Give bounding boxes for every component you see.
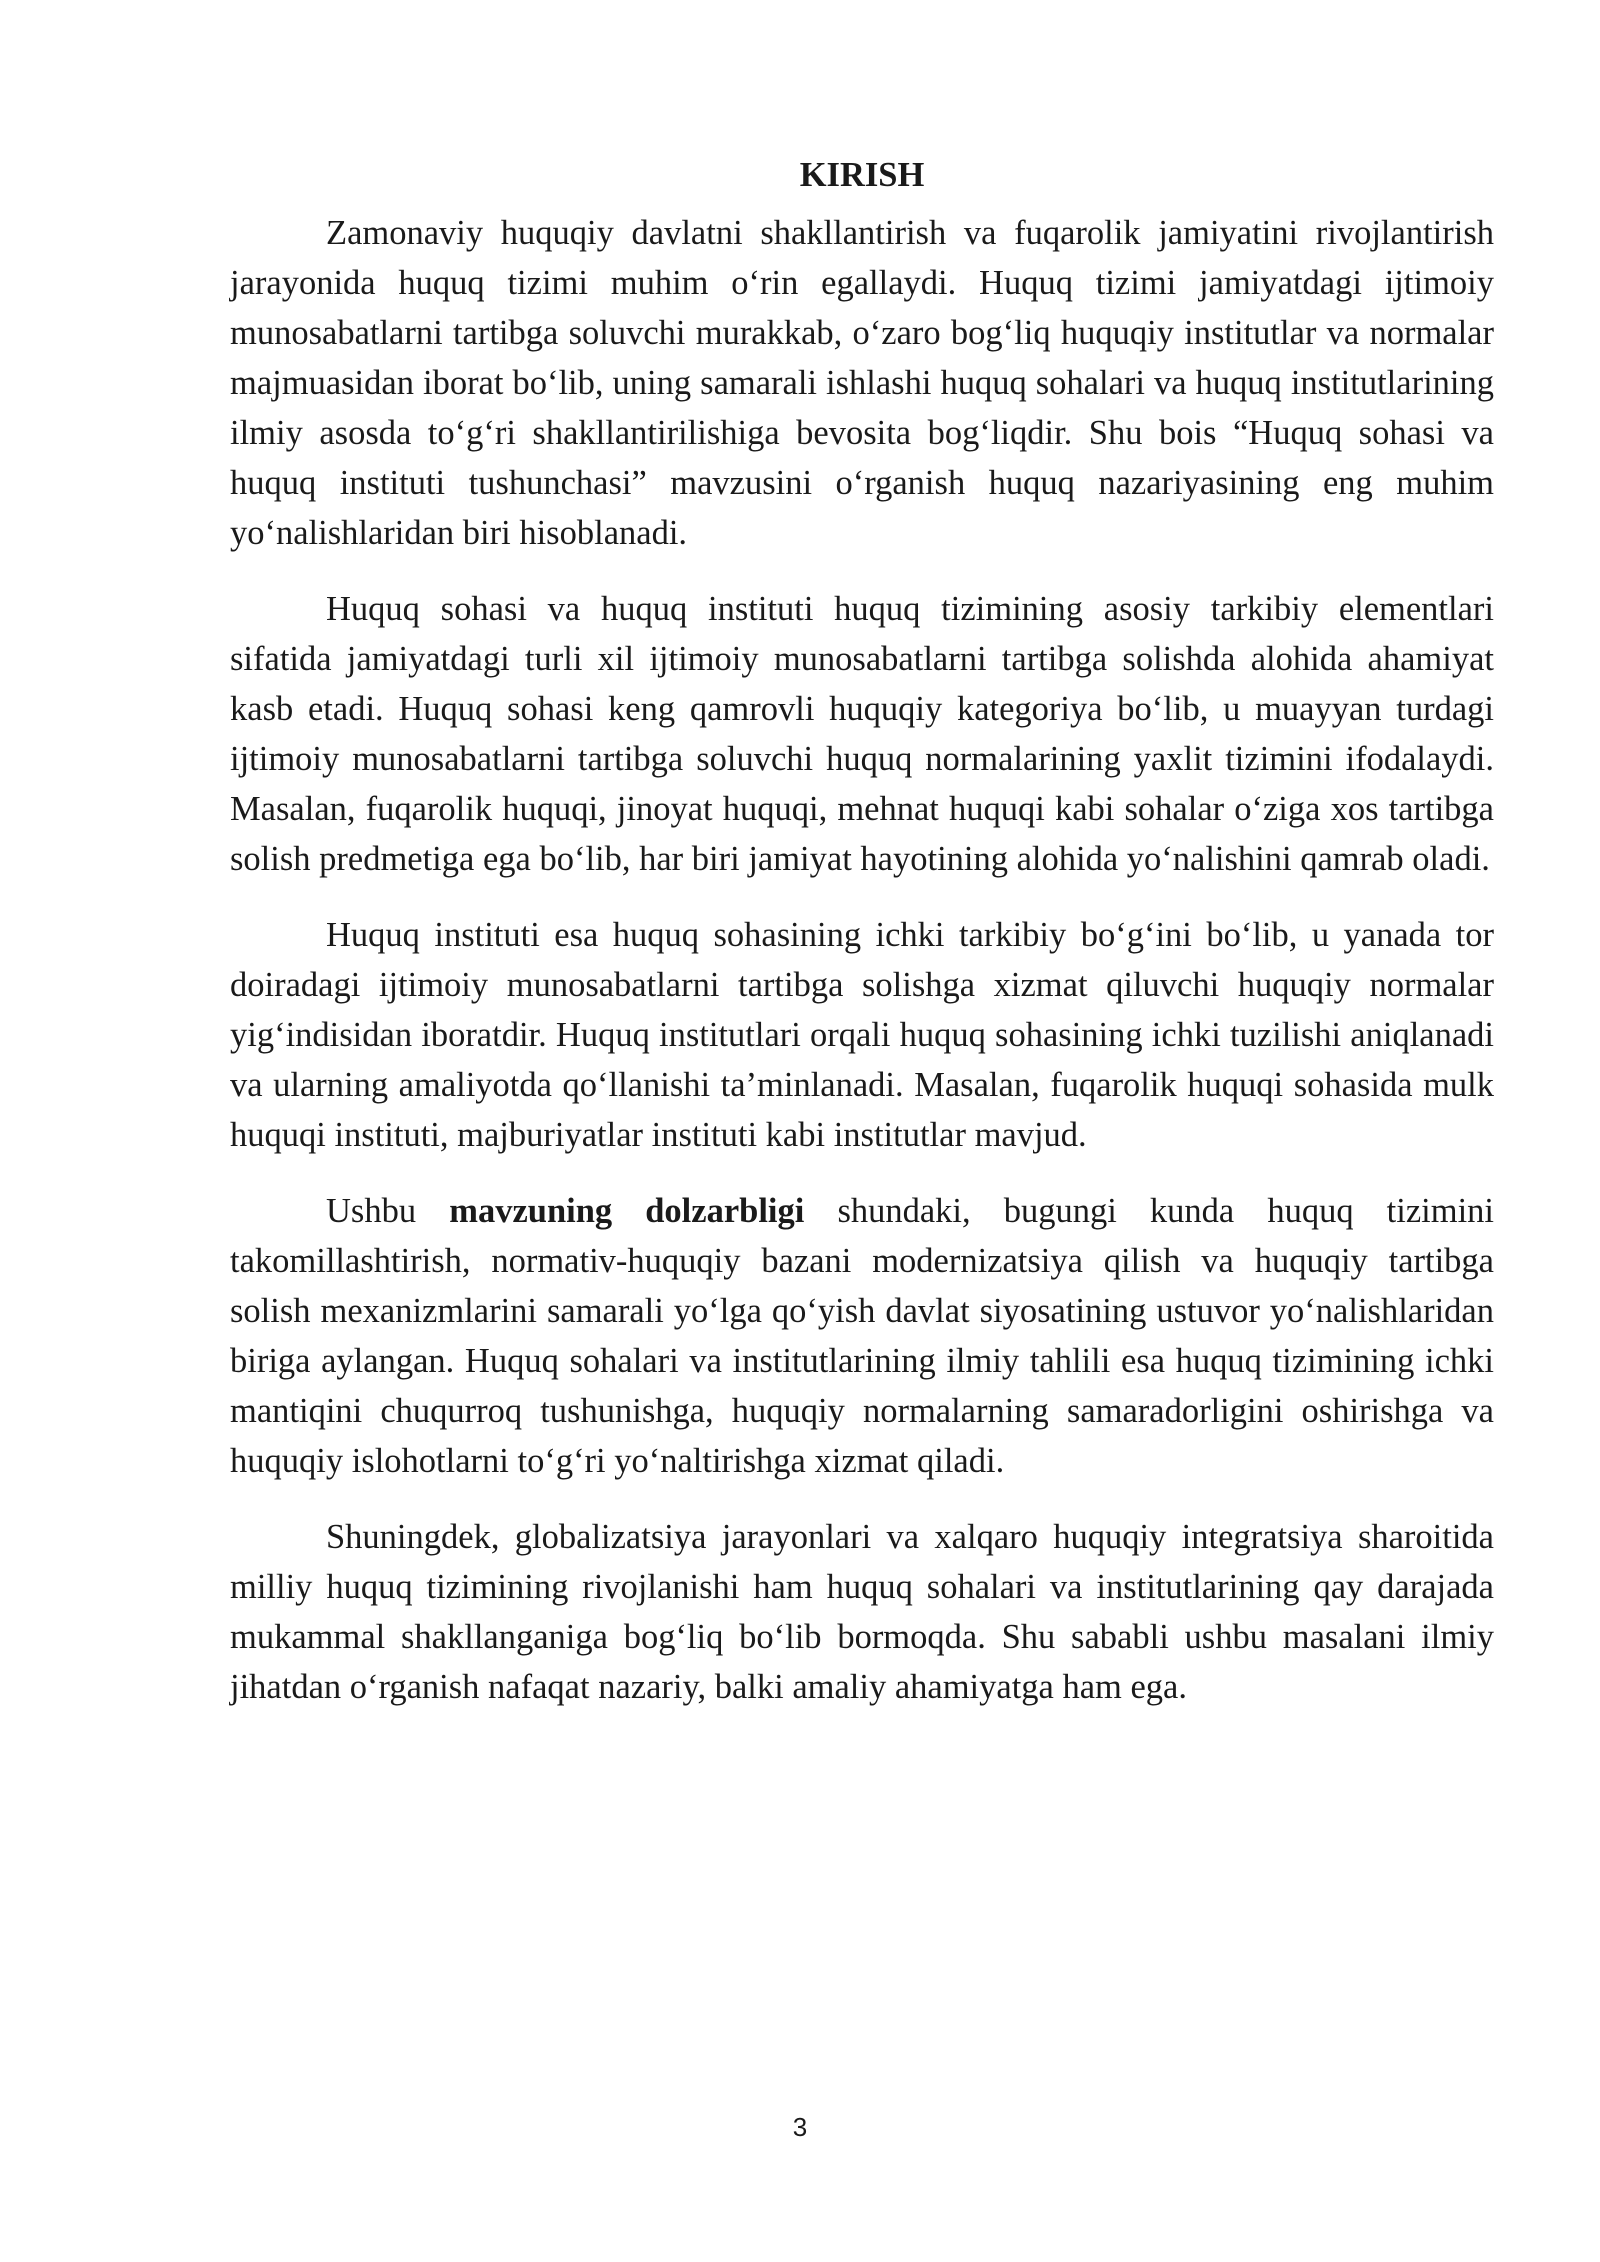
relevance-rest-text: shundaki, bugungi kunda huquq tizimini takomillashtirish, normativ-huquqiy bazani modernizatsiya qilish va huquqiy tartibga solish mexanizmlarini samarali yo‘lga qo‘yish davlat siyosatining ustuvor yo‘nalishlaridan biriga aylangan. Huquq sohalari va institutlarining ilmiy tahlili esa huquq tizimining ichki mantiqini chuqurroq tushunishga, huquqiy normalarning samaradorligini oshirishga va huquqiy islohotlarni to‘g‘ri yo‘naltirishga xizmat qiladi. bbox=[230, 1192, 1495, 1480]
page-number: 3 bbox=[792, 2112, 808, 2142]
relevance-bold-phrase: mavzuning dolzarbligi bbox=[449, 1192, 805, 1230]
paragraph-law-institute: Huquq instituti esa huquq sohasining ichki tarkibiy bo‘g‘ini bo‘lib, u yanada tor doiradagi ijtimoiy munosabatlarni tartibga solishga xizmat qiluvchi huquqiy normalar yig‘indisidan iboratdir. Huquq institutlari orqali huquq sohasining ichki tuzilishi aniqlanadi va ularning amaliyotda qo‘llanishi ta’minlanadi. Masalan, fuqarolik huquqi sohasida mulk huquqi instituti, majburiyatlar instituti kabi institutlar mavjud. bbox=[230, 916, 1494, 1154]
document-body bbox=[230, 150, 1494, 1738]
paragraph-law-branch: Huquq sohasi va huquq instituti huquq tizimining asosiy tarkibiy elementlari sifatida jamiyatdagi turli xil ijtimoiy munosabatlarni tartibga solishda alohida ahamiyat kasb etadi. Huquq sohasi keng qamrovli huquqiy kategoriya bo‘lib, u muayyan turdagi ijtimoiy munosabatlarni tartibga soluvchi huquq normalarining yaxlit tizimini ifodalaydi. Masalan, fuqarolik huquqi, jinoyat huquqi, mehnat huquqi kabi sohalar o‘ziga xos tartibga solish predmetiga ega bo‘lib, har biri jamiyat hayotining alohida yo‘nalishini qamrab oladi. bbox=[230, 590, 1494, 878]
relevance-lead-text: Ushbu bbox=[326, 1192, 450, 1230]
section-title: KIRISH bbox=[799, 156, 925, 194]
paragraph-relevance bbox=[230, 1186, 1494, 1486]
paragraph-globalization: Shuningdek, globalizatsiya jarayonlari va xalqaro huquqiy integratsiya sharoitida milliy huquq tizimining rivojlanishi ham huquq sohalari va institutlarining qay darajada mukammal shakllanganiga bog‘liq bo‘lib bormoqda. Shu sababli ushbu masalani ilmiy jihatdan o‘rganish nafaqat nazariy, balki amaliy ahamiyatga ham ega. bbox=[230, 1518, 1494, 1706]
paragraph-intro: Zamonaviy huquqiy davlatni shakllantirish va fuqarolik jamiyatini rivojlantirish jarayonida huquq tizimi muhim o‘rin egallaydi. Huquq tizimi jamiyatdagi ijtimoiy munosabatlarni tartibga soluvchi murakkab, o‘zaro bog‘liq huquqiy institutlar va normalar majmuasidan iborat bo‘lib, uning samarali ishlashi huquq sohalari va huquq institutlarining ilmiy asosda to‘g‘ri shakllantirilishiga bevosita bog‘liqdir. Shu bois “Huquq sohasi va huquq instituti tushunchasi” mavzusini o‘rganish huquq nazariyasining eng muhim yo‘nalishlaridan biri hisoblanadi. bbox=[230, 214, 1494, 552]
